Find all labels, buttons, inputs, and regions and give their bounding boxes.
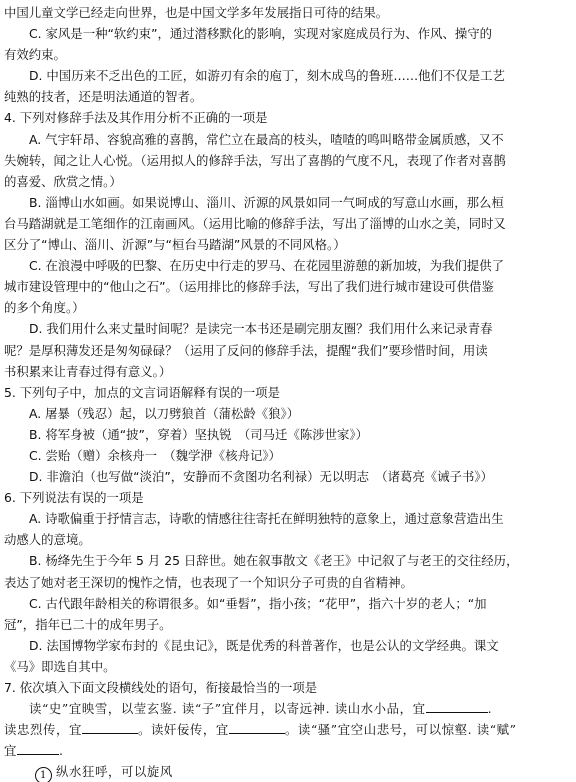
answer-blank	[17, 740, 59, 755]
q7-passage-text: 。读奸佞传，宜	[137, 722, 229, 738]
q4-option-c-cont: 的多个角度。）	[4, 300, 85, 316]
q3-option-c-cont: 有效约束。	[4, 47, 66, 63]
q6-option-a: A. 诗歌偏重于抒情言志，诗歌的情感往往寄托在鲜明独特的意象上，通过意象营造出生	[29, 511, 504, 527]
answer-blank	[426, 698, 488, 713]
q5-stem: 5. 下列句子中，加点的文言词语解释有误的一项是	[4, 384, 280, 400]
answer-blank	[82, 719, 138, 734]
q6-option-d: D. 法国博物学家布封的《昆虫记》，既是优秀的科普著作，也是公认的文学经典。课文	[29, 637, 499, 653]
q7-option-1	[4, 761, 570, 782]
q4-option-c: C. 在浪漫中呼吸的巴黎、在历史中行走的罗马、在花园里游憩的新加坡，为我们提供了	[29, 258, 504, 274]
answer-blank	[229, 719, 285, 734]
q6-option-d-cont: 《马》即选自其中。	[4, 658, 116, 674]
q4-option-b-cont: 区分了“博山、淄川、沂源”与“桓台马踏湖”风景的不同风格。）	[4, 237, 346, 253]
q3-option-d: D. 中国历来不乏出色的工匠，如游刃有余的庖丁，刻木成鸟的鲁班……他们不仅是工艺	[29, 68, 505, 84]
q7-stem: 7. 依次填入下面文段横线处的语句，衔接最恰当的一项是	[4, 680, 318, 695]
q4-option-d: D. 我们用什么来丈量时间呢？是读完一本书还是刷完朋友圈？我们用什么来记录青春	[29, 321, 493, 337]
q6-option-a-cont: 动感人的意境。	[4, 532, 91, 548]
exam-page	[4, 2, 570, 782]
q7-passage-line	[4, 719, 570, 740]
q7-passage-line: 宜 .	[4, 740, 570, 761]
q6-stem: 6. 下列说法有误的一项是	[4, 490, 144, 506]
q4-option-b: B. 淄博山水如画。如果说博山、淄川、沂源的风景如同一气呵成的写意山水画，那么桓	[29, 194, 504, 210]
q4-option-c-cont: 城市建设管理中的“他山之石”。（运用排比的修辞手法，写出了我们进行城市建设可供借鉴	[4, 279, 494, 295]
q5-option-a: A. 屠暴（残忍）起，以刀劈狼首（蒲松龄《狼》）	[29, 405, 300, 421]
q6-option-c: C. 古代跟年龄相关的称谓很多。如“垂髫”，指小孩；“花甲”，指六十岁的老人；“加	[29, 595, 487, 611]
q4-option-d-cont: 呢？是厚积薄发还是匆匆碌碌？（运用了反问的修辞手法，提醒“我们”要珍惜时间，用读	[4, 342, 488, 358]
q4-option-b-cont: 台马踏湖就是工笔细作的江南画风。（运用比喻的修辞手法，写出了淄博的山水之美，同时又	[4, 215, 506, 231]
q7-passage-text: 宜	[4, 743, 17, 759]
q6-option-b-cont: 表达了她对老王深切的愧怍之情，也表现了一个知识分子可贵的自省精神。	[4, 574, 413, 590]
circled-number: 1	[35, 767, 52, 782]
q7-passage-text: 。读“骚”宜空山悲号，可以惊壑. 读“赋”	[284, 722, 517, 738]
q4-option-a-cont: 失婉转，闻之让人心悦。（运用拟人的修辞手法，写出了喜鹊的气度不凡，表现了作者对喜鹊	[4, 152, 506, 168]
q5-option-c: C. 尝贻（赠）余核舟一 （魏学洢《核舟记》）	[29, 447, 281, 463]
q6-option-b: B. 杨绛先生于今年 5 月 25 日辞世。她在叙事散文《老王》中记叙了与老王的交往经历，	[29, 553, 519, 569]
q4-option-d-cont: 书积累来让青春过得有意义。）	[4, 363, 172, 379]
q3-option-c: C. 家风是一种“软约束”，通过潜移默化的影响，实现对家庭成员行为、作风、操守的	[29, 26, 493, 42]
q5-option-b: B. 将军身被（通“披”，穿着）坚执锐 （司马迁《陈涉世家》）	[29, 426, 368, 442]
q4-stem: 4. 下列对修辞手法及其作用分析不正确的一项是	[4, 110, 268, 126]
q7-option-1-text: 纵水狂呼，可以旋风	[56, 764, 173, 780]
q7-passage-line: 读“史”宜映雪，以莹玄鉴. 读“子”宜伴月，以寄远神. 读山水小品，宜 .	[4, 698, 570, 719]
q7-passage-text: 读忠烈传，宜	[4, 722, 82, 738]
q3-option-d-cont: 纯熟的技者，还是明法通道的智者。	[4, 89, 203, 105]
q5-option-d: D. 非澹泊（也写做“淡泊”，安静而不贪图功名利禄）无以明志 （诸葛亮《诫子书》）	[29, 469, 493, 485]
q4-option-a-cont: 的喜爱、欣赏之情。）	[4, 173, 122, 189]
q3-text-line: 中国儿童文学已经走向世界，也是中国文学多年发展指日可待的结果。	[4, 5, 389, 20]
q4-option-a: A. 气宇轩昂、容貌高雅的喜鹊，常伫立在最高的枝头，喳喳的鸣叫略带金属质感，又不	[29, 131, 504, 147]
q6-option-c-cont: 冠”，指年已二十的成年男子。	[4, 616, 172, 632]
q7-passage-text: 读“史”宜映雪，以莹玄鉴. 读“子”宜伴月，以寄远神. 读山水小品，宜	[29, 701, 426, 717]
